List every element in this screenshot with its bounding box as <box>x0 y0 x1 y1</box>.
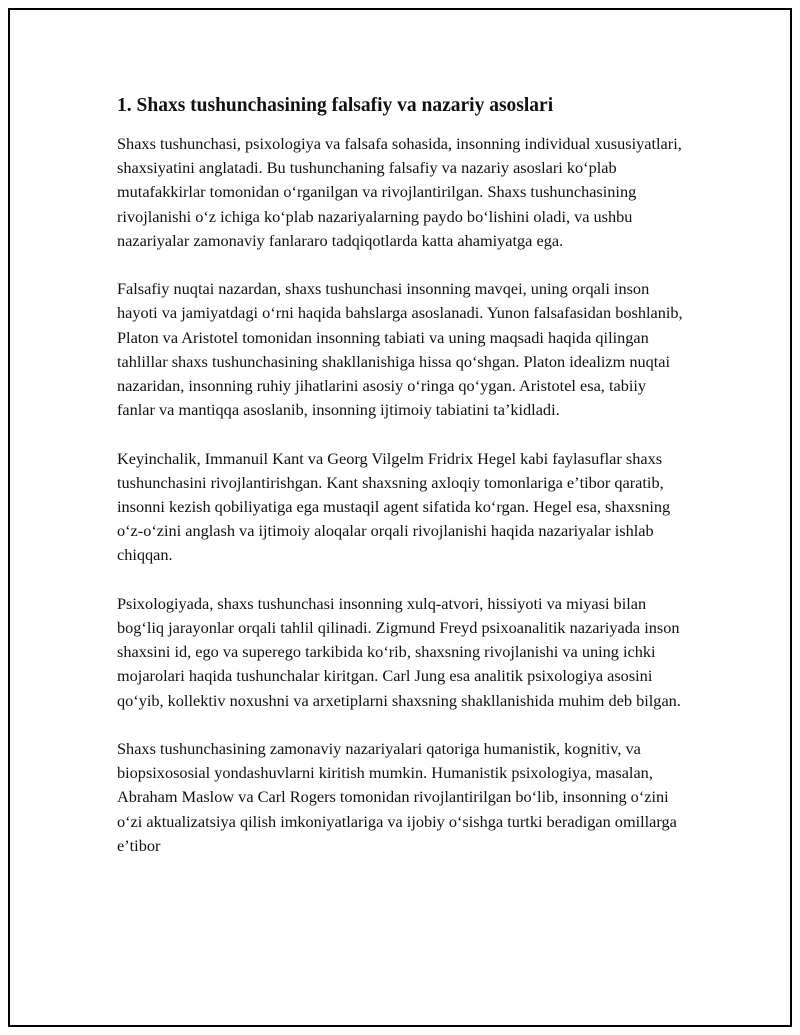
paragraph: Falsafiy nuqtai nazardan, shaxs tushunchasi insonning mavqei, uning orqali inson hayoti va jamiyatdagi oʻrni haqida bahslarga asoslanadi. Yunon falsafasidan boshlanib, Platon va Aristotel tomonidan insonning tabiati va uning maqsadi haqida qilingan tahlillar shaxs tushunchasining shakllanishiga hissa qoʻshgan. Platon idealizm nuqtai nazaridan, insonning ruhiy jihatlarini asosiy oʻringa qoʻygan. Aristotel esa, tabiiy fanlar va mantiqqa asoslanib, insonning ijtimoiy tabiatini taʼkidladi. <box>117 279 683 420</box>
paragraph: Shaxs tushunchasi, psixologiya va falsafa sohasida, insonning individual xususiyatlari, shaxsiyatini anglatadi. Bu tushunchaning falsafiy va nazariy asoslari koʻplab mutafakkirlar tomonidan oʻrganilgan va rivojlantirilgan. Shaxs tushunchasining rivojlanishi oʻz ichiga koʻplab nazariyalarning paydo boʻlishini oladi, va ushbu nazariyalar zamonaviy fanlararo tadqiqotlarda katta ahamiyatga ega. <box>117 134 682 250</box>
paragraph: Shaxs tushunchasining zamonaviy nazariyalari qatoriga humanistik, kognitiv, va biopsixososial yondashuvlarni kiritish mumkin. Humanistik psixologiya, masalan, Abraham Maslow va Carl Rogers tomonidan rivojlantirilgan boʻlib, insonning oʻzini oʻzi aktualizatsiya qilish imkoniyatlariga va ijobiy oʻsishga turtki beradigan omillarga eʼtibor <box>117 739 677 855</box>
section-title: 1. Shaxs tushunchasining falsafiy va nazariy asoslari <box>117 95 554 116</box>
paragraph: Keyinchalik, Immanuil Kant va Georg Vilgelm Fridrix Hegel kabi faylasuflar shaxs tushunchasini rivojlantirishgan. Kant shaxsning axloqiy tomonlariga eʼtibor qaratib, insonni kezish qobiliyatiga ega mustaqil agent sifatida koʻrgan. Hegel esa, shaxsning oʻz-oʻzini anglash va ijtimoiy aloqalar orqali rivojlanishi haqida nazariyalar ishlab chiqqan. <box>117 448 671 565</box>
paragraph: Psixologiyada, shaxs tushunchasi insonning xulq-atvori, hissiyoti va miyasi bilan bogʻliq jarayonlar orqali tahlil qilinadi. Zigmund Freyd psixoanalitik nazariyada inson shaxsini id, ego va superego tarkibida koʻrib, shaxsning rivojlanishi va uning ichki mojarolari haqida tushunchalar kiritgan. Carl Jung esa analitik psixologiya asosini qoʻyib, kollektiv noxushni va arxetiplarni shaxsning shakllanishida muhim deb bilgan. <box>117 593 681 710</box>
document-body <box>117 92 687 882</box>
